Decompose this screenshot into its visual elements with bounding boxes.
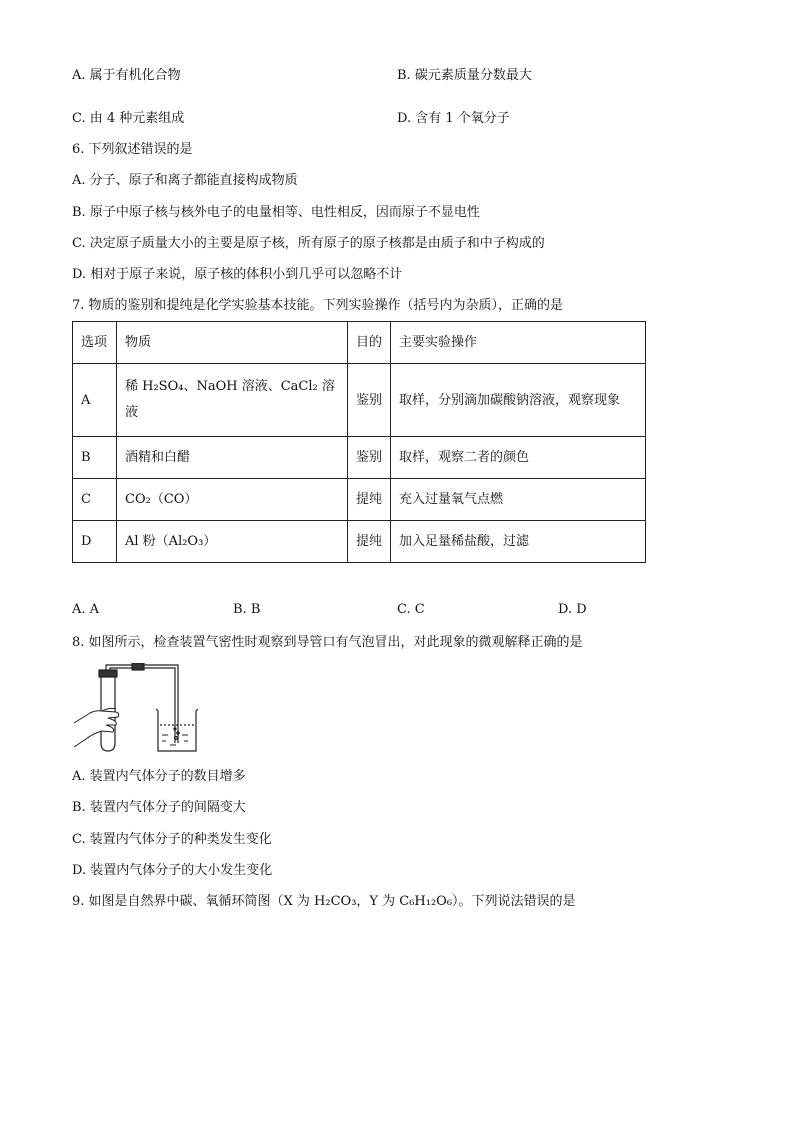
q9-stem: 9. 如图是自然界中碳、氧循环简图（X 为 H₂CO₃，Y 为 C₆H₁₂O₆）。下列说法错误的是 xyxy=(72,894,576,909)
row-purpose: 鉴别 xyxy=(348,437,391,479)
row-option: A xyxy=(73,364,117,437)
header-operation: 主要实验操作 xyxy=(391,322,646,364)
q7-answer-c: C. C xyxy=(397,602,425,617)
row-purpose: 提纯 xyxy=(348,479,391,521)
q5-option-a: A. 属于有机化合物 xyxy=(72,68,181,83)
q5-option-c: C. 由 4 种元素组成 xyxy=(72,111,185,126)
header-purpose: 目的 xyxy=(348,322,391,364)
beaker-icon xyxy=(156,709,198,751)
row-purpose: 鉴别 xyxy=(348,364,391,437)
row-option: B xyxy=(73,437,117,479)
q8-option-b: B. 装置内气体分子的间隔变大 xyxy=(72,800,246,815)
row-substance: Al 粉（Al₂O₃） xyxy=(117,521,348,563)
row-option: C xyxy=(73,479,117,521)
q7-answer-b: B. B xyxy=(233,602,261,617)
q5-option-b: B. 碳元素质量分数最大 xyxy=(397,68,532,83)
header-option: 选项 xyxy=(73,322,117,364)
row-substance: 酒精和白醋 xyxy=(117,437,348,479)
table-row xyxy=(73,364,646,437)
table-row xyxy=(73,479,646,521)
q6-option-d: D. 相对于原子来说，原子核的体积小到几乎可以忽略不计 xyxy=(72,267,403,282)
row-operation: 取样，分别滴加碳酸钠溶液，观察现象 xyxy=(391,364,646,437)
q7-stem: 7. 物质的鉴别和提纯是化学实验基本技能。下列实验操作（括号内为杂质），正确的是 xyxy=(72,298,564,313)
q7-table xyxy=(72,321,646,563)
q6-option-a: A. 分子、原子和离子都能直接构成物质 xyxy=(72,173,298,188)
q6-stem: 6. 下列叙述错误的是 xyxy=(72,142,193,157)
q6-option-b: B. 原子中原子核与核外电子的电量相等、电性相反，因而原子不显电性 xyxy=(72,205,480,220)
q8-option-a: A. 装置内气体分子的数目增多 xyxy=(72,769,246,784)
row-purpose: 提纯 xyxy=(348,521,391,563)
table-header-row xyxy=(73,322,646,364)
table-row xyxy=(73,437,646,479)
q8-stem: 8. 如图所示，检查装置气密性时观察到导管口有气泡冒出，对此现象的微观解释正确的是 xyxy=(72,635,583,650)
table-row xyxy=(73,521,646,563)
q8-option-c: C. 装置内气体分子的种类发生变化 xyxy=(72,832,272,847)
row-operation: 加入足量稀盐酸，过滤 xyxy=(391,521,646,563)
header-substance: 物质 xyxy=(117,322,348,364)
q7-answer-a: A. A xyxy=(72,602,100,617)
q6-option-c: C. 决定原子质量大小的主要是原子核，所有原子的原子核都是由质子和中子构成的 xyxy=(72,236,545,251)
q7-answer-d: D. D xyxy=(558,602,587,617)
row-substance: CO₂（CO） xyxy=(117,479,348,521)
q8-option-d: D. 装置内气体分子的大小发生变化 xyxy=(72,863,273,878)
row-substance: 稀 H₂SO₄、NaOH 溶液、CaCl₂ 溶液 xyxy=(117,364,348,437)
q5-option-d: D. 含有 1 个氧分子 xyxy=(397,111,510,126)
row-operation: 取样，观察二者的颜色 xyxy=(391,437,646,479)
airtightness-apparatus-figure xyxy=(72,663,202,755)
hand-icon xyxy=(74,708,119,747)
row-operation: 充入过量氧气点燃 xyxy=(391,479,646,521)
row-option: D xyxy=(73,521,117,563)
